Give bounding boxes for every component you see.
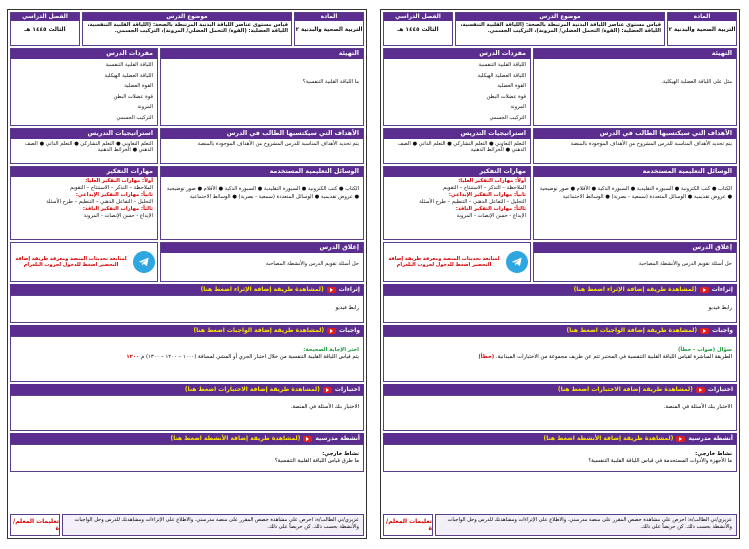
activity-header <box>383 433 737 444</box>
tests-link[interactable]: (لمشاهدة طريقة إضافة الاختبارات اضغط هنا) <box>557 385 693 393</box>
intro-text: ما اللياقة القلبية التنفسية؟ <box>302 79 359 85</box>
youtube-icon[interactable] <box>327 287 336 293</box>
teacher-instructions <box>383 514 737 536</box>
intro-cell <box>533 48 737 126</box>
vocab-label: مفردات الدرس <box>384 49 530 59</box>
thinking-title: أولاً: مهارات التفكير العليا: <box>458 178 526 184</box>
goals-cell <box>160 128 364 164</box>
homework-link[interactable]: (لمشاهدة طريقة إضافة الواجبات اضغط هنا) <box>566 326 698 334</box>
means-text: الكتاب ● كتب الكترونية ● السبورة التقليدية ● السبورة الذكية ● الأقلام ● صور توضيحية ● عروض تقديمية ● الوسائل المتعددة (سمعية - بصرية) ● الوسائط الاجتماعية <box>166 186 359 200</box>
thinking-text: التحليل – التفاعل الذهني – التنظيم – طرح الأسئلة <box>46 199 153 205</box>
closing-cell <box>533 242 737 282</box>
homework-question-title: سؤال (صواب - خطأ) <box>677 347 732 353</box>
teacher-instructions-label: تعليمات المعلم/ة <box>383 514 433 536</box>
activity-text: ما الأجهزة والأدوات المستخدمة في قياس اللياقة القلبية التنفسية؟ <box>588 458 732 464</box>
term-value: الثالث ١٤٤٥ هـ <box>24 27 66 33</box>
homework-question-title: اختر الإجابة الصحيحة: <box>303 347 359 353</box>
vocab-list <box>384 59 530 124</box>
youtube-icon[interactable] <box>700 287 709 293</box>
activity-title: نشاط خارجي: <box>695 451 732 457</box>
youtube-icon[interactable] <box>700 328 709 334</box>
thinking-text: الإبداع - حسن الإنصات - المرونة <box>456 213 526 219</box>
activity-label: أنشطة مدرسية <box>688 434 733 442</box>
means-text: الكتاب ● كتب الكترونية ● السبورة التقليدية ● السبورة الذكية ● الأقلام ● صور توضيحية ● عروض تقديمية ● الوسائل المتعددة (سمعية - بصرية) ● الوسائط الاجتماعية <box>539 186 732 200</box>
intro-label: التهيئة <box>161 49 363 59</box>
vocab-item: المرونة <box>510 104 526 110</box>
youtube-icon[interactable] <box>327 328 336 334</box>
homework-question-text <box>15 354 359 361</box>
strategies-cell <box>10 128 158 164</box>
goals-label: الأهداف التي سيكتسبها الطالب في الدرس <box>534 129 736 139</box>
thinking-text: الملاحظة – التذكر – الاستنتاج – التقويم <box>443 185 526 191</box>
vocab-item: اللياقة العضلية الهيكلية <box>477 72 526 79</box>
telegram-cell[interactable] <box>383 242 531 282</box>
goals-cell <box>533 128 737 164</box>
homework-label: واجبات <box>712 326 733 334</box>
enrich-header <box>383 284 737 295</box>
thinking-title: أولاً: مهارات التفكير العليا: <box>85 178 153 184</box>
subject-cell <box>667 12 737 46</box>
topic-value: قياس مستوى عناصر اللياقة البدنية المرتبطة بالصحة: (اللياقة القلبية التنفسية، اللياقة العضلية: (القوة/ التحمل العضلي/ المرونة)، التركيب الجسمي. <box>460 22 661 35</box>
homework-link[interactable]: (لمشاهدة طريقة إضافة الواجبات اضغط هنا) <box>193 326 325 334</box>
tests-header <box>10 384 364 395</box>
vocab-item: القوة العضلية <box>124 83 153 89</box>
enrich-link[interactable]: (لمشاهدة طريقة إضافة الإثراء اضغط هنا) <box>200 285 324 293</box>
means-cell <box>160 166 364 240</box>
vocab-item: القوة العضلية <box>497 83 526 89</box>
subject-value: التربية الصحية والبدنية ٢ <box>668 27 736 33</box>
activity-body <box>10 444 364 472</box>
strategies-cell <box>383 128 531 164</box>
enrich-label: إثراءات <box>338 285 360 293</box>
thinking-text: التحليل – التفاعل الذهني – التنظيم – طرح الأسئلة <box>419 199 526 205</box>
tests-body: الاختبار بنك الأسئلة في المنصة. <box>383 395 737 431</box>
tests-link[interactable]: (لمشاهدة طريقة إضافة الاختبارات اضغط هنا) <box>184 385 320 393</box>
youtube-icon[interactable] <box>303 436 312 442</box>
strategies-label: استراتيجيات التدريس <box>11 129 157 139</box>
vocab-cell <box>10 48 158 126</box>
homework-answer-key: (خطأ) <box>478 354 495 360</box>
enrich-link[interactable]: (لمشاهدة طريقة إضافة الإثراء اضغط هنا) <box>573 285 697 293</box>
telegram-text[interactable]: لمتابعة تحديثات المنصة ومعرفة طريقة إضافة التحضير اضغط للدخول لجروب التلغرام <box>15 255 127 268</box>
term-label: الفصل الدراسي <box>384 13 452 21</box>
telegram-text[interactable]: لمتابعة تحديثات المنصة ومعرفة طريقة إضافة التحضير اضغط للدخول لجروب التلغرام <box>388 255 500 268</box>
enrich-body[interactable]: رابط فيديو <box>383 295 737 323</box>
vocab-list <box>11 59 157 124</box>
activity-text: ما طرق قياس اللياقة القلبية التنفسية؟ <box>274 458 359 464</box>
term-cell <box>10 12 80 46</box>
closing-cell <box>160 242 364 282</box>
homework-body <box>10 336 364 382</box>
subject-label: المادة <box>295 13 363 21</box>
thinking-label: مهارات التفكير <box>11 167 157 177</box>
vocab-item: التركيب الجسمي <box>116 114 153 121</box>
means-label: الوسائل التعليمية المستخدمة <box>534 167 736 177</box>
telegram-icon[interactable] <box>506 251 528 273</box>
enrich-header <box>10 284 364 295</box>
intro-cell <box>160 48 364 126</box>
enrich-label: إثراءات <box>711 285 733 293</box>
strategies-text: التعلم التعاوني ● التعلم التشاركي ● التعلم الذاتي ● الصف الذهني ● الخرائط الذهنية <box>397 141 526 154</box>
closing-label: إغلاق الدرس <box>534 243 736 253</box>
activity-body <box>383 444 737 472</box>
subject-label: المادة <box>668 13 736 21</box>
intro-label: التهيئة <box>534 49 736 59</box>
closing-text: حل أسئلة تقويم الدرس والأنشطة المصاحبة <box>638 261 732 267</box>
activity-header <box>10 433 364 444</box>
teacher-instructions-text: عزيزي/تي الطالب/ة: احرص على مشاهدة حصص المقرر على منصة مدرستي. والاطلاع على الإثراءات ومشاهدتك للدرس وحل الواجبات والأنشطة بحسب ذلك. كن حريصاً على ذلك. <box>435 514 737 536</box>
thinking-list <box>11 177 157 221</box>
term-value: الثالث ١٤٤٥ هـ <box>397 27 439 33</box>
goals-text: يتم تحديد الأهداف المناسبة للدرس المشروح من الأهداف الموجودة بالمنصة <box>197 141 359 147</box>
thinking-title: ثانياً: مهارات التفكير الإبداعي: <box>448 192 526 198</box>
means-label: الوسائل التعليمية المستخدمة <box>161 167 363 177</box>
youtube-icon[interactable] <box>676 436 685 442</box>
term-label: الفصل الدراسي <box>11 13 79 21</box>
homework-question-text <box>388 354 732 361</box>
vocab-item: المرونة <box>137 104 153 110</box>
homework-body <box>383 336 737 382</box>
vocab-item: اللياقة القلبية التنفسية <box>478 62 526 68</box>
vocab-label: مفردات الدرس <box>11 49 157 59</box>
thinking-title: ثانياً: مهارات التفكير الإبداعي: <box>75 192 153 198</box>
topic-label: موضوع الدرس <box>456 13 664 21</box>
youtube-icon[interactable] <box>696 387 705 393</box>
homework-label: واجبات <box>339 326 360 334</box>
activity-link[interactable]: (لمشاهدة طريقة إضافة الأنشطة اضغط هنا) <box>170 434 301 442</box>
thinking-title: ثالثاً: مهارات التفكير الناقد: <box>455 206 526 212</box>
telegram-icon[interactable] <box>133 251 155 273</box>
lesson-plan-page-right <box>380 9 740 539</box>
teacher-instructions-text: عزيزي/تي الطالب/ة: احرص على مشاهدة حصص المقرر على منصة مدرستي. والاطلاع على الإثراءات ومشاهدتك للدرس وحل الواجبات والأنشطة بحسب ذلك. كن حريصاً على ذلك. <box>62 514 364 536</box>
topic-value: قياس مستوى عناصر اللياقة البدنية المرتبطة بالصحة: (اللياقة القلبية التنفسية، اللياقة العضلية: (القوة/ التحمل العضلي/ المرونة)، التركيب الجسمي. <box>87 22 288 35</box>
vocab-item: اللياقة القلبية التنفسية <box>105 62 153 68</box>
topic-cell <box>455 12 665 46</box>
homework-question: الطريقة المباشرة لقياس اللياقة القلبية التنفسية في المختبر تتم عن طريف مجموعة من الاختبارات الميدانية. <box>495 354 732 360</box>
subject-cell <box>294 12 364 46</box>
term-cell <box>383 12 453 46</box>
vocab-cell <box>383 48 531 126</box>
tests-label: اختبارات <box>334 385 360 393</box>
teacher-instructions <box>10 514 364 536</box>
intro-text: مثل على اللياقة العضلية الهيكلية. <box>661 79 732 85</box>
activity-link[interactable]: (لمشاهدة طريقة إضافة الأنشطة اضغط هنا) <box>543 434 674 442</box>
telegram-cell[interactable] <box>10 242 158 282</box>
activity-label: أنشطة مدرسية <box>315 434 360 442</box>
vocab-item: قوة عضلات البطن <box>486 93 526 100</box>
thinking-cell <box>10 166 158 240</box>
vocab-item: قوة عضلات البطن <box>113 93 153 100</box>
vocab-item: اللياقة العضلية الهيكلية <box>104 72 153 79</box>
topic-label: موضوع الدرس <box>83 13 291 21</box>
strategies-text: التعلم التعاوني ● التعلم التشاركي ● التعلم الذاتي ● الصف الذهني ● الخرائط الذهنية <box>24 141 153 154</box>
vocab-item: التركيب الجسمي <box>489 114 526 121</box>
subject-value: التربية الصحية والبدنية ٢ <box>295 27 363 33</box>
homework-answer-key: ١٢٠٠ <box>126 354 140 360</box>
thinking-list <box>384 177 530 221</box>
homework-header <box>383 325 737 336</box>
youtube-icon[interactable] <box>323 387 332 393</box>
topic-cell <box>82 12 292 46</box>
tests-body: الاختبار بنك الأسئلة في المنصة. <box>10 395 364 431</box>
thinking-title: ثالثاً: مهارات التفكير الناقد: <box>82 206 153 212</box>
goals-text: يتم تحديد الأهداف المناسبة للدرس المشروح من الأهداف الموجودة بالمنصة <box>570 141 732 147</box>
activity-title: نشاط خارجي: <box>322 451 359 457</box>
means-cell <box>533 166 737 240</box>
lesson-plan-page-left <box>7 9 367 539</box>
teacher-instructions-label: تعليمات المعلم/ة <box>10 514 60 536</box>
closing-text: حل أسئلة تقويم الدرس والأنشطة المصاحبة <box>265 261 359 267</box>
homework-header <box>10 325 364 336</box>
thinking-cell <box>383 166 531 240</box>
closing-label: إغلاق الدرس <box>161 243 363 253</box>
tests-label: اختبارات <box>707 385 733 393</box>
homework-question: يتم قياس اللياقة القلبية التنفسية من خلال اختبار الجري أو المشي لمسافة (١٠٠٠ – ١٢٠٠ – ١٣٠٠) م <box>141 354 359 360</box>
strategies-label: استراتيجيات التدريس <box>384 129 530 139</box>
tests-header <box>383 384 737 395</box>
thinking-label: مهارات التفكير <box>384 167 530 177</box>
thinking-text: الإبداع - حسن الإنصات - المرونة <box>83 213 153 219</box>
thinking-text: الملاحظة – التذكر – الاستنتاج – التقويم <box>70 185 153 191</box>
goals-label: الأهداف التي سيكتسبها الطالب في الدرس <box>161 129 363 139</box>
enrich-body[interactable]: رابط فيديو <box>10 295 364 323</box>
